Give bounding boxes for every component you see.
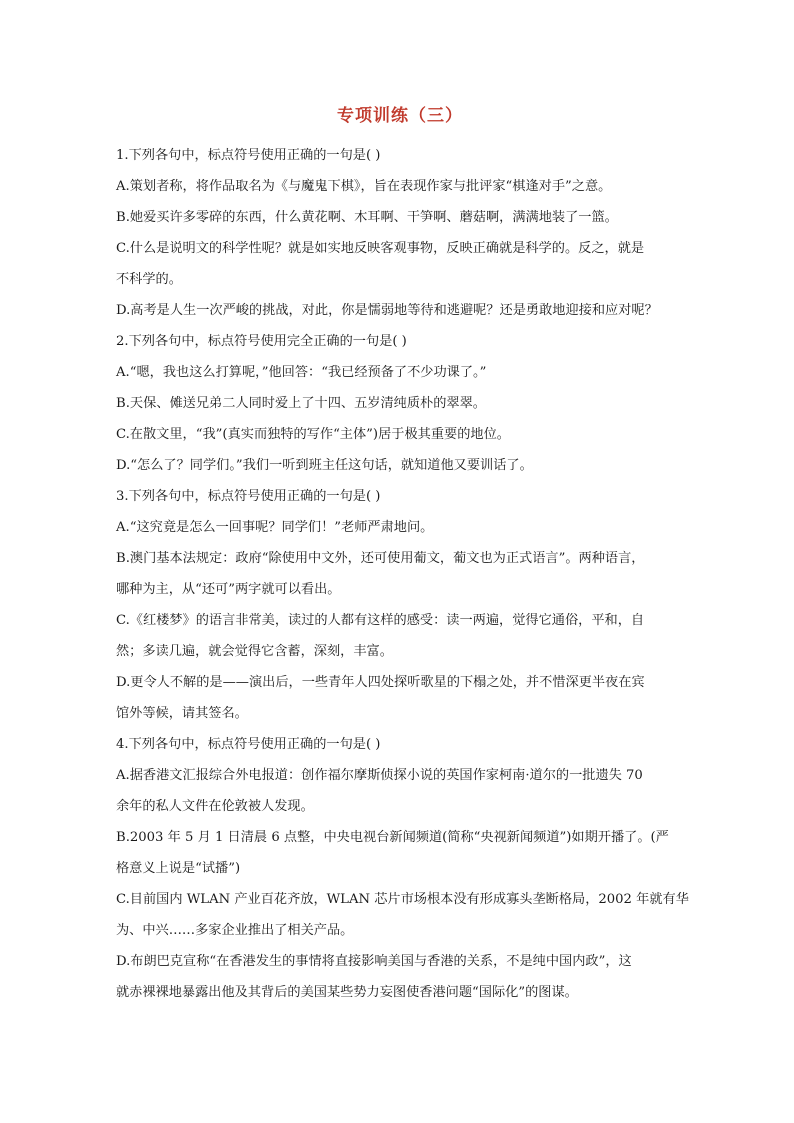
option-c-line-2: 为、中兴……多家企业推出了相关产品。 — [116, 923, 354, 938]
option-c-line: C.什么是说明文的科学性呢？就是如实地反映客观事物，反映正确就是科学的。反之，就是 — [116, 241, 645, 256]
question-stem: 4.下列各句中，标点符号使用正确的一句是( ) — [116, 737, 381, 752]
question-3 — [116, 481, 684, 729]
option-b-line-2: 哪种为主，从“还可”两字就可以看出。 — [116, 582, 341, 597]
question-2 — [116, 326, 684, 481]
option-d-line-2: 馆外等候，请其签名。 — [116, 706, 248, 721]
option-c-line-2: 然；多读几遍，就会觉得它含蓄，深刻，丰富。 — [116, 644, 393, 659]
option-b-line-2: 格意义上说是“试播”) — [116, 861, 241, 876]
option-b-line: B.她爱买许多零碎的东西，什么黄花啊、木耳啊、干笋啊、蘑菇啊，满满地装了一篮。 — [116, 210, 618, 225]
page-title: 专项训练（三） — [337, 106, 463, 126]
option-b-line: B.天保、傩送兄弟二人同时爱上了十四、五岁清纯质朴的翠翠。 — [116, 396, 486, 411]
option-b-line: B.澳门基本法规定：政府“除使用中文外，还可使用葡文，葡文也为正式语言”。两种语言， — [116, 551, 645, 566]
option-a-line: A.据香港文汇报综合外电报道：创作福尔摩斯侦探小说的英国作家柯南·道尔的一批遗失 70 — [116, 768, 643, 783]
question-stem: 2.下列各句中，标点符号使用完全正确的一句是( ) — [116, 334, 407, 349]
option-d-line: D.高考是人生一次严峻的挑战，对此，你是懦弱地等待和逃避呢？还是勇敢地迎接和应对呢？ — [116, 303, 658, 318]
question-4 — [116, 729, 689, 1008]
option-a-line: A.策划者称，将作品取名为《与魔鬼下棋》，旨在表现作家与批评家“棋逢对手”之意。 — [116, 179, 612, 194]
option-a-line: A.“嗯，我也这么打算呢，”他回答：“我已经预备了不少功课了。” — [116, 365, 487, 380]
option-c-line: C.《红楼梦》的语言非常美，读过的人都有这样的感受：读一两遍，觉得它通俗，平和，自 — [116, 613, 645, 628]
option-c-line: C.在散文里，“我”(真实而独特的写作“主体”)居于极其重要的地位。 — [116, 427, 510, 442]
option-d-line: D.“怎么了？同学们。”我们一听到班主任这句话，就知道他又要训话了。 — [116, 458, 533, 473]
question-1 — [116, 140, 684, 326]
question-stem: 1.下列各句中，标点符号使用正确的一句是( ) — [116, 148, 381, 163]
question-stem: 3.下列各句中，标点符号使用正确的一句是( ) — [116, 489, 381, 504]
option-d-line: D.布朗巴克宣称“在香港发生的事情将直接影响美国与香港的关系，不是纯中国内政”，这 — [116, 954, 632, 969]
option-a-line-2: 余年的私人文件在伦敦被人发现。 — [116, 799, 314, 814]
option-c-line-2: 不科学的。 — [116, 272, 182, 287]
option-d-line: D.更令人不解的是——演出后，一些青年人四处探听歌星的下榻之处，并不惜深更半夜在宾 — [116, 675, 645, 690]
option-d-line-2: 就赤裸裸地暴露出他及其背后的美国某些势力妄图使香港问题“国际化”的图谋。 — [116, 985, 578, 1000]
option-c-line: C.目前国内 WLAN 产业百花齐放，WLAN 芯片市场根本没有形成寡头垄断格局，2002 年就有华 — [116, 892, 689, 907]
option-a-line: A.“这究竟是怎么一回事呢？同学们！”老师严肃地问。 — [116, 520, 434, 535]
option-b-line: B.2003 年 5 月 1 日清晨 6 点整，中央电视台新闻频道(简称“央视新闻频道”)如期开播了。(严 — [116, 830, 669, 845]
